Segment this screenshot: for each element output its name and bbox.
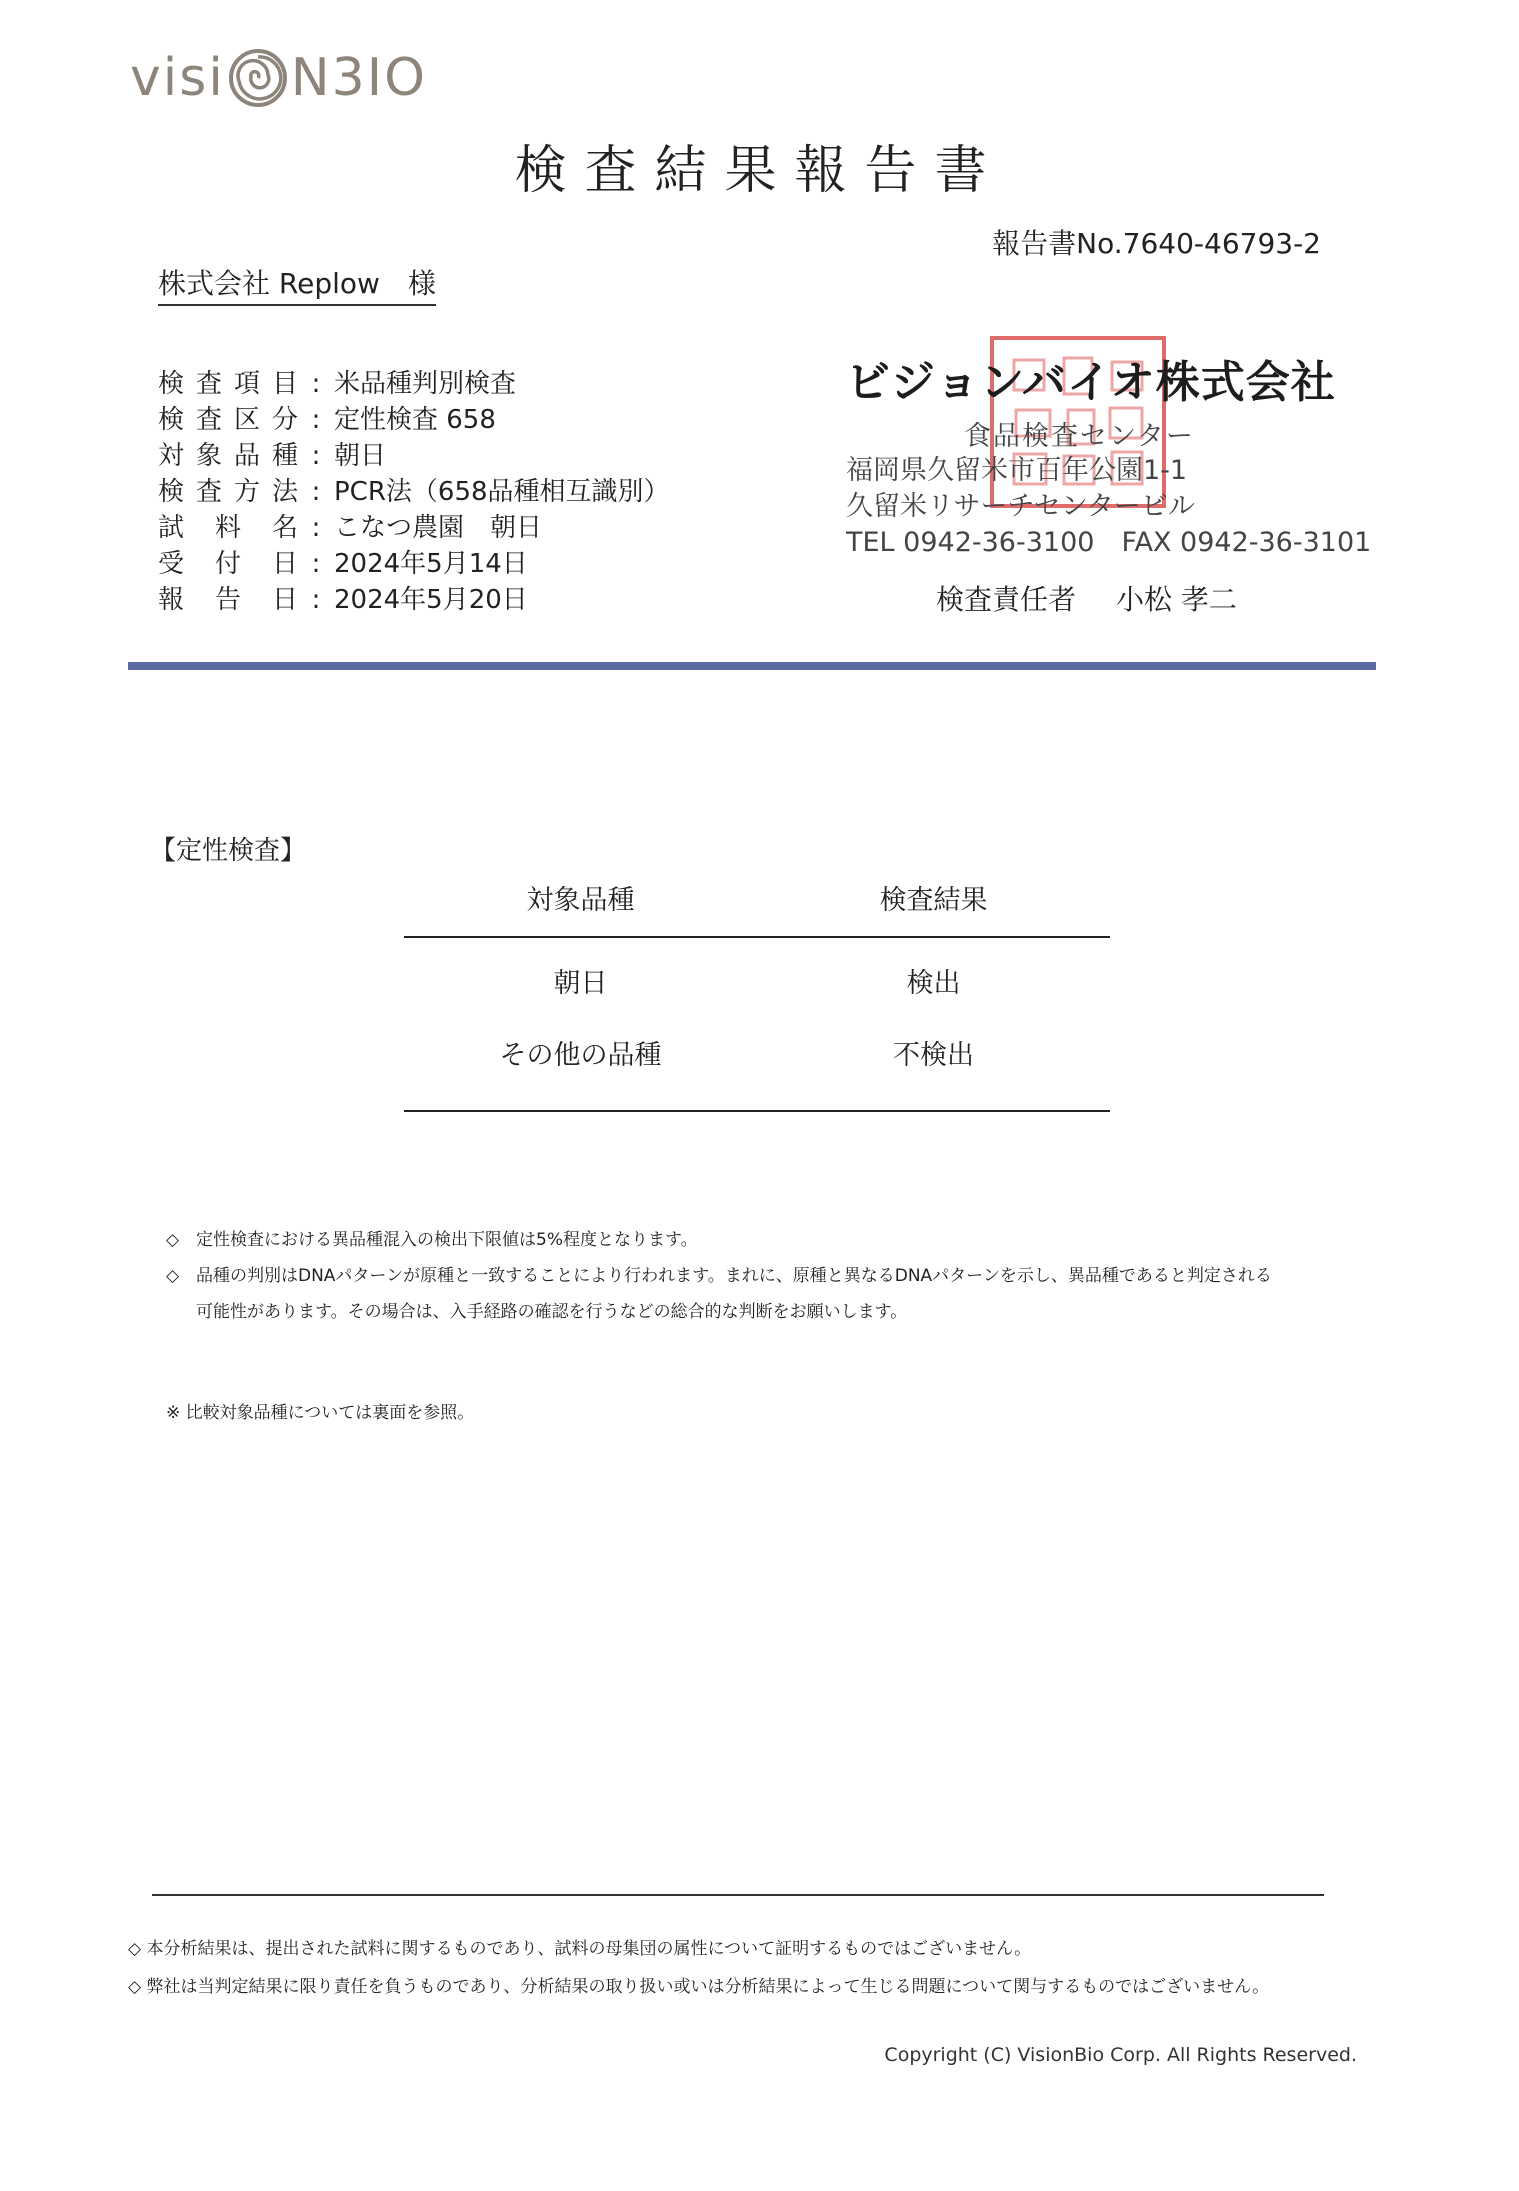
info-value: 2024年5月20日: [334, 585, 528, 615]
logo-text-right: N3IO: [290, 48, 428, 108]
info-row: [158, 366, 670, 402]
inspector-label: 検査責任者: [936, 583, 1077, 616]
info-label: 試 料 名: [158, 513, 298, 543]
note-text: 定性検査における異品種混入の検出下限値は5%程度となります。: [196, 1230, 698, 1250]
info-label: 検 査 区 分: [158, 405, 298, 435]
disclaimers-block: [128, 1930, 1378, 2006]
note-text: 品種の判別はDNAパターンが原種と一致することにより行われます。まれに、原種と異なるDNAパターンを示し、異品種であると判定される: [196, 1266, 1272, 1286]
table-row: [404, 1020, 1110, 1092]
info-colon: :: [311, 549, 321, 579]
results-cell-result: 不検出: [893, 1040, 974, 1071]
info-label: 検 査 方 法: [158, 477, 298, 507]
info-colon: :: [311, 513, 321, 543]
company-department: 食品検査センター: [964, 421, 1195, 452]
results-header-cell: 対象品種: [526, 885, 635, 916]
info-label: 報 告 日: [158, 585, 298, 615]
section-title: 【定性検査】: [150, 836, 307, 866]
results-cell-result: 検出: [906, 968, 961, 999]
company-block: [846, 346, 1371, 561]
info-value: 朝日: [334, 441, 387, 471]
info-value: 米品種判別検査: [334, 369, 517, 399]
info-value: こなつ農園 朝日: [334, 513, 543, 543]
copyright-text: Copyright (C) VisionBio Corp. All Rights Reserved.: [884, 2044, 1357, 2066]
info-value: 2024年5月14日: [334, 549, 528, 579]
reference-note: ※ 比較対象品種については裏面を参照。: [166, 1403, 475, 1423]
results-cell-variety: 朝日: [553, 968, 608, 999]
inspection-info-table: [158, 366, 670, 618]
company-address-line2: 久留米リサーチセンタービル: [846, 491, 1195, 522]
logo-text-left: visi: [130, 48, 225, 108]
info-label: 検 査 項 目: [158, 369, 298, 399]
table-row: [404, 948, 1110, 1020]
diamond-bullet-icon: ◇: [166, 1230, 180, 1250]
notes-block: [166, 1222, 1326, 1330]
report-number: 報告書No.7640-46793-2: [992, 227, 1321, 260]
inspector-line: [936, 578, 1237, 618]
info-row: [158, 474, 670, 510]
document-title: 検査結果報告書: [514, 141, 1005, 201]
inspector-name: 小松 孝二: [1116, 583, 1237, 616]
swirl-icon: [227, 47, 289, 109]
disclaimer-item: ◇ 弊社は当判定結果に限り責任を負うものであり、分析結果の取り扱い或いは分析結果によって生じる問題について関与するものではございません。: [128, 1977, 1270, 1997]
diamond-bullet-icon: ◇: [166, 1266, 180, 1286]
results-table: [404, 876, 1110, 1112]
info-colon: :: [311, 405, 321, 435]
footer-divider: [152, 1894, 1324, 1896]
results-header-row: [404, 876, 1110, 938]
disclaimer-item: ◇ 本分析結果は、提出された試料に関するものであり、試料の母集団の属性について証明するものではございません。: [128, 1939, 1032, 1959]
visionbio-logo: [130, 38, 490, 118]
note-continuation: 可能性があります。その場合は、入手経路の確認を行うなどの総合的な判断をお願いします。: [196, 1302, 908, 1322]
company-address-line1: 福岡県久留米市百年公園1-1: [846, 455, 1188, 486]
note-item: [166, 1258, 1326, 1294]
info-label: 対 象 品 種: [158, 441, 298, 471]
results-body: [404, 938, 1110, 1112]
info-row: [158, 510, 670, 546]
info-colon: :: [311, 441, 321, 471]
info-value: 定性検査 658: [334, 405, 496, 435]
info-colon: :: [311, 477, 321, 507]
header-divider: [128, 662, 1376, 670]
info-row: [158, 402, 670, 438]
company-name: ビジョンバイオ株式会社: [846, 357, 1336, 408]
note-item: [166, 1222, 1326, 1258]
results-cell-variety: その他の品種: [499, 1040, 662, 1071]
info-row: [158, 438, 670, 474]
company-phone-fax: TEL 0942-36-3100 FAX 0942-36-3101: [846, 527, 1372, 558]
info-colon: :: [311, 585, 321, 615]
info-value: PCR法（658品種相互識別）: [334, 477, 670, 507]
info-colon: :: [311, 369, 321, 399]
info-row: [158, 582, 670, 618]
client-name: 株式会社 Replow 様: [158, 262, 436, 306]
info-row: [158, 546, 670, 582]
info-label: 受 付 日: [158, 549, 298, 579]
results-header-cell: 検査結果: [879, 885, 988, 916]
